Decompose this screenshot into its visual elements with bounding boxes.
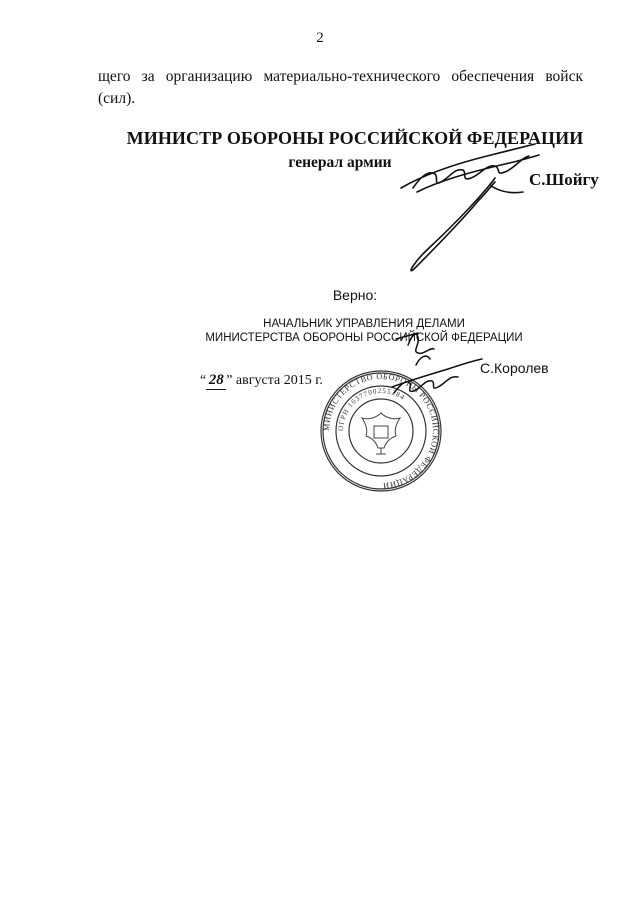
date-month-year: ” августа 2015 г. <box>226 373 323 388</box>
minister-name: С.Шойгу <box>529 170 599 189</box>
body-paragraph <box>98 66 583 110</box>
eagle-emblem-icon <box>362 413 400 454</box>
office-title-line-1: НАЧАЛЬНИК УПРАВЛЕНИЯ ДЕЛАМИ <box>263 318 465 330</box>
certification-date <box>200 372 323 390</box>
deputy-signature <box>388 325 484 405</box>
minister-rank: генерал армии <box>288 154 392 171</box>
body-line-2: (сил). <box>98 90 136 107</box>
body-line-1: щего за организацию материально-технического обеспечения войск <box>98 68 583 85</box>
verified-label: Верно: <box>332 287 378 303</box>
svg-text:МИНИСТЕРСТВО ОБОРОНЫ РОССИЙСКО: МИНИСТЕРСТВО ОБОРОНЫ РОССИЙСКОЙ ФЕДЕРАЦИИ <box>321 371 441 491</box>
svg-text:ОГРН 1037700255284: ОГРН 1037700255284 <box>336 386 407 432</box>
office-title-line-2: МИНИСТЕРСТВА ОБОРОНЫ РОССИЙСКОЙ ФЕДЕРАЦИИ <box>205 332 523 344</box>
date-open-quote: “ <box>200 373 207 388</box>
deputy-name: С.Королев <box>480 360 549 376</box>
minister-title: МИНИСТР ОБОРОНЫ РОССИЙСКОЙ ФЕДЕРАЦИИ <box>126 128 584 148</box>
minister-signature <box>395 130 555 280</box>
date-day: 28 <box>206 372 226 390</box>
page-number: 2 <box>316 30 324 46</box>
